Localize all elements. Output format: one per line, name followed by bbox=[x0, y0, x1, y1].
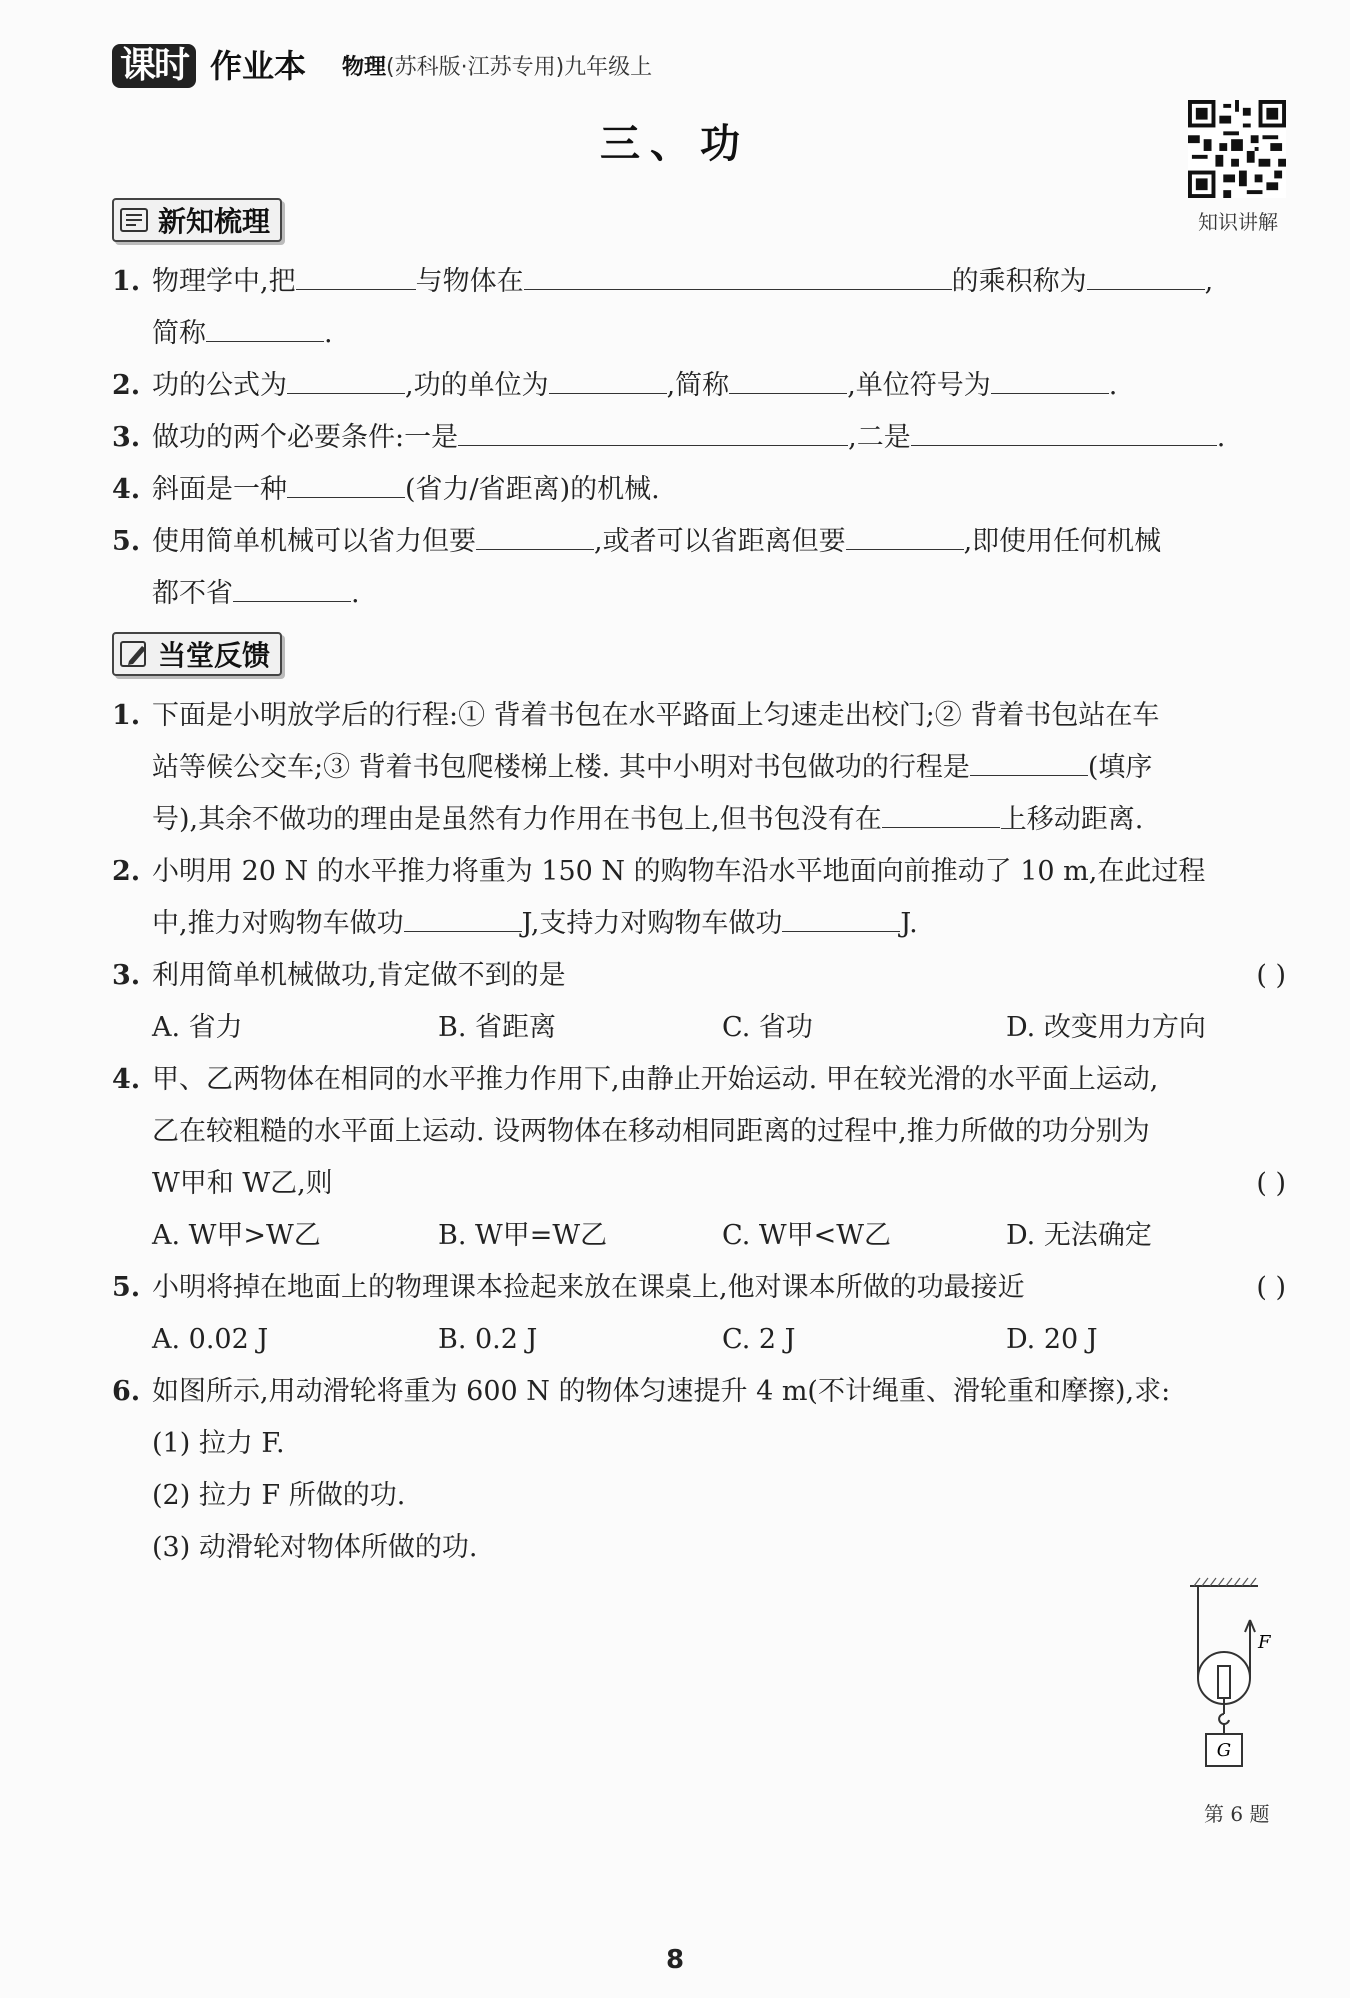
sub-question-1: (1) 拉力 F. bbox=[152, 1428, 285, 1459]
answer-blank[interactable] bbox=[882, 803, 1000, 828]
movable-pulley-figure bbox=[1184, 1572, 1304, 1800]
option-c[interactable]: C. 省功 bbox=[722, 1012, 813, 1043]
item-text: 做功的两个必要条件:一是 bbox=[152, 422, 459, 453]
item-text: (省力/省距离)的机械. bbox=[405, 474, 660, 505]
answer-blank[interactable] bbox=[911, 421, 1217, 446]
question-text: 下面是小明放学后的行程:① 背着书包在水平路面上匀速走出校门;② 背着书包站在车 bbox=[152, 700, 1160, 731]
section-tag-new-knowledge bbox=[112, 198, 282, 242]
question-text: 站等候公交车;③ 背着书包爬楼梯上楼. 其中小明对书包做功的行程是 bbox=[152, 752, 970, 783]
hook-icon bbox=[1219, 1714, 1229, 1724]
subject-label: 物理 bbox=[342, 55, 387, 80]
question-text: J. bbox=[900, 908, 918, 939]
knowledge-item-3 bbox=[112, 418, 1225, 458]
question-1-line-3 bbox=[152, 800, 1143, 840]
question-text: 小明用 20 N 的水平推力将重为 150 N 的购物车沿水平地面向前推动了 10 m,在此过程 bbox=[152, 856, 1206, 887]
item-text: 的乘积称为 bbox=[951, 266, 1087, 297]
question-2-line-2 bbox=[152, 904, 918, 944]
force-label: F bbox=[1258, 1632, 1271, 1653]
answer-blank[interactable] bbox=[782, 907, 900, 932]
knowledge-item-1 bbox=[112, 262, 1213, 302]
item-number: 3. bbox=[112, 422, 141, 453]
answer-parentheses[interactable]: ( ) bbox=[1256, 1168, 1286, 1199]
item-text: ,功的单位为 bbox=[405, 370, 549, 401]
section-label: 新知梳理 bbox=[158, 205, 271, 238]
ceiling-support bbox=[1190, 1578, 1258, 1586]
question-6 bbox=[112, 1372, 1170, 1412]
answer-blank[interactable] bbox=[287, 473, 405, 498]
question-number: 2. bbox=[112, 856, 141, 887]
answer-blank[interactable] bbox=[970, 751, 1088, 776]
question-1 bbox=[112, 696, 1159, 736]
answer-blank[interactable] bbox=[729, 369, 847, 394]
answer-blank[interactable] bbox=[233, 577, 351, 602]
item-text: ,或者可以省距离但要 bbox=[594, 526, 846, 557]
question-number: 3. bbox=[112, 960, 141, 991]
option-b[interactable]: B. 省距离 bbox=[438, 1012, 557, 1043]
answer-parentheses[interactable]: ( ) bbox=[1256, 960, 1286, 991]
pencil-note-icon bbox=[120, 640, 150, 668]
item-text: ,即使用任何机械 bbox=[963, 526, 1162, 557]
answer-blank[interactable] bbox=[296, 265, 416, 290]
section-label: 当堂反馈 bbox=[158, 639, 271, 672]
option-d[interactable]: D. 无法确定 bbox=[1006, 1220, 1152, 1251]
brand-name: 作业本 bbox=[210, 47, 307, 85]
knowledge-item-1-cont bbox=[152, 314, 333, 354]
item-number: 1. bbox=[112, 266, 141, 297]
item-text: 简称 bbox=[152, 318, 206, 349]
answer-blank[interactable] bbox=[404, 907, 522, 932]
brand-logo: 课时 bbox=[112, 44, 196, 88]
item-text: ,简称 bbox=[666, 370, 730, 401]
question-4-line-2: 乙在较粗糙的水平面上运动. 设两物体在移动相同距离的过程中,推力所做的功分别为 bbox=[152, 1116, 1150, 1147]
item-text: 功的公式为 bbox=[152, 370, 287, 401]
question-text: 甲、乙两物体在相同的水平推力作用下,由静止开始运动. 甲在较光滑的水平面上运动, bbox=[152, 1064, 1159, 1095]
item-number: 5. bbox=[112, 526, 141, 557]
page-number: 8 bbox=[665, 1945, 685, 1975]
item-text: 与物体在 bbox=[415, 266, 524, 297]
question-text: (填序 bbox=[1087, 752, 1153, 783]
item-text: ,二是 bbox=[848, 422, 911, 453]
answer-blank[interactable] bbox=[206, 317, 324, 342]
option-c[interactable]: C. 2 J bbox=[722, 1324, 796, 1355]
knowledge-item-5 bbox=[112, 522, 1161, 562]
question-text: 利用简单机械做功,肯定做不到的是 bbox=[152, 960, 566, 991]
option-d[interactable]: D. 20 J bbox=[1006, 1324, 1098, 1355]
item-number: 2. bbox=[112, 370, 141, 401]
item-number: 4. bbox=[112, 474, 141, 505]
book-subtitle bbox=[342, 52, 652, 84]
option-a[interactable]: A. W甲>W乙 bbox=[152, 1220, 321, 1251]
figure-caption: 第 6 题 bbox=[1204, 1802, 1270, 1826]
question-text: 小明将掉在地面上的物理课本捡起来放在课桌上,他对课本所做的功最接近 bbox=[152, 1272, 1025, 1303]
knowledge-item-5-cont bbox=[152, 574, 360, 614]
question-text: 上移动距离. bbox=[999, 804, 1144, 835]
question-4 bbox=[112, 1060, 1158, 1100]
option-c[interactable]: C. W甲<W乙 bbox=[722, 1220, 891, 1251]
question-text: 如图所示,用动滑轮将重为 600 N 的物体匀速提升 4 m(不计绳重、滑轮重和摩擦),求: bbox=[152, 1376, 1171, 1407]
question-text: 中,推力对购物车做功 bbox=[152, 908, 404, 939]
question-4-line-3: W甲和 W乙,则 bbox=[152, 1168, 333, 1199]
item-text: , bbox=[1204, 266, 1214, 297]
qr-code-icon[interactable] bbox=[1188, 100, 1286, 198]
qr-caption: 知识讲解 bbox=[1198, 210, 1278, 234]
weight-label: G bbox=[1216, 1740, 1232, 1761]
answer-blank[interactable] bbox=[991, 369, 1109, 394]
answer-blank[interactable] bbox=[1087, 265, 1205, 290]
item-text: . bbox=[324, 318, 333, 349]
option-a[interactable]: A. 0.02 J bbox=[152, 1324, 269, 1355]
item-text: 物理学中,把 bbox=[152, 266, 296, 297]
item-text: 斜面是一种 bbox=[152, 474, 287, 505]
option-b[interactable]: B. W甲=W乙 bbox=[438, 1220, 608, 1251]
pulley-frame bbox=[1218, 1666, 1230, 1698]
item-text: 使用简单机械可以省力但要 bbox=[152, 526, 476, 557]
answer-blank[interactable] bbox=[287, 369, 405, 394]
knowledge-item-2 bbox=[112, 366, 1117, 406]
answer-blank[interactable] bbox=[549, 369, 667, 394]
answer-blank[interactable] bbox=[476, 525, 594, 550]
lesson-title: 三、功 bbox=[600, 120, 750, 167]
answer-blank[interactable] bbox=[846, 525, 964, 550]
option-a[interactable]: A. 省力 bbox=[152, 1012, 243, 1043]
question-number: 6. bbox=[112, 1376, 141, 1407]
section-tag-feedback bbox=[112, 632, 282, 676]
question-2 bbox=[112, 852, 1205, 892]
notebook-icon bbox=[120, 207, 150, 233]
answer-blank[interactable] bbox=[524, 265, 952, 290]
question-number: 4. bbox=[112, 1064, 141, 1095]
question-number: 5. bbox=[112, 1272, 141, 1303]
question-number: 1. bbox=[112, 700, 141, 731]
option-d[interactable]: D. 改变用力方向 bbox=[1006, 1012, 1206, 1043]
knowledge-item-4 bbox=[112, 470, 660, 510]
item-text: . bbox=[1108, 370, 1118, 401]
answer-blank[interactable] bbox=[458, 421, 848, 446]
item-text: ,单位符号为 bbox=[847, 370, 991, 401]
question-1-line-2 bbox=[152, 748, 1152, 788]
question-3 bbox=[112, 956, 566, 996]
question-text: J,支持力对购物车做功 bbox=[521, 908, 783, 939]
item-text: . bbox=[1216, 422, 1226, 453]
item-text: . bbox=[351, 578, 360, 609]
sub-question-3: (3) 动滑轮对物体所做的功. bbox=[152, 1532, 478, 1563]
option-b[interactable]: B. 0.2 J bbox=[438, 1324, 538, 1355]
answer-parentheses[interactable]: ( ) bbox=[1256, 1272, 1286, 1303]
question-text: 号),其余不做功的理由是虽然有力作用在书包上,但书包没有在 bbox=[152, 804, 882, 835]
question-5 bbox=[112, 1268, 1025, 1308]
edition-label: (苏科版·江苏专用)九年级上 bbox=[386, 55, 653, 80]
sub-question-2: (2) 拉力 F 所做的功. bbox=[152, 1480, 406, 1511]
item-text: 都不省 bbox=[152, 578, 233, 609]
